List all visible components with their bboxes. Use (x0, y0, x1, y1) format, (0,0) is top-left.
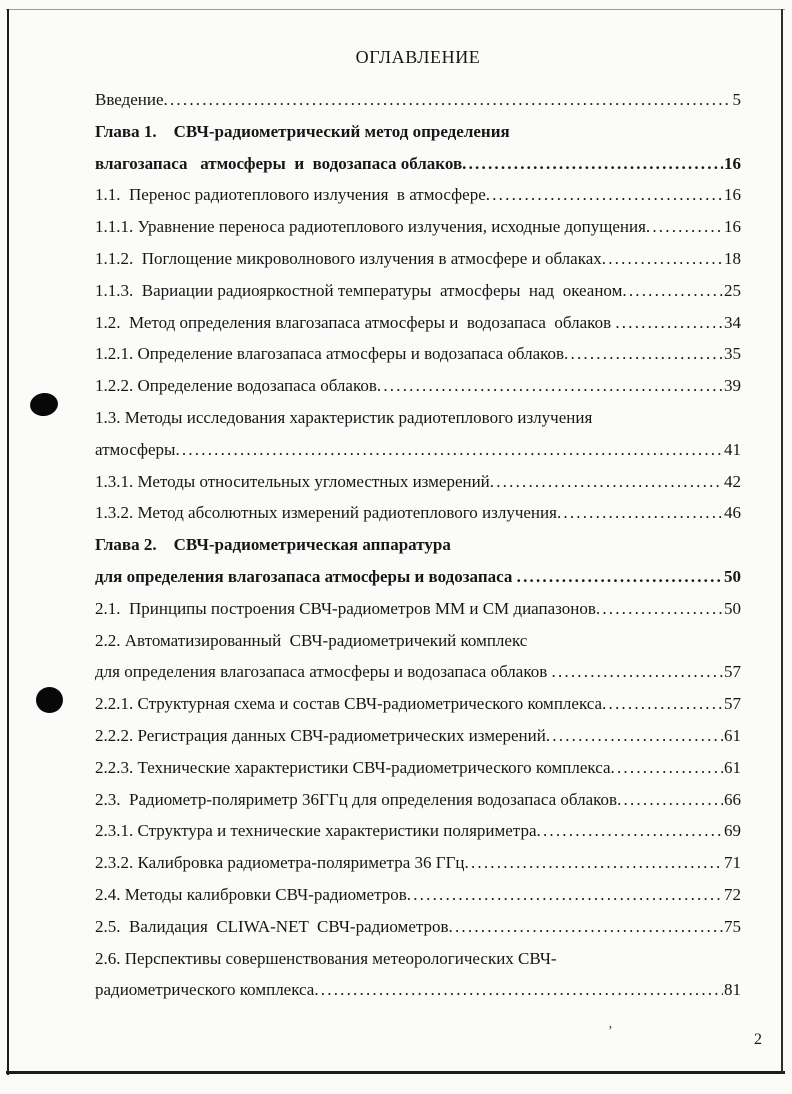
toc-entry-label: влагозапаса атмосферы и водозапаса облаков (95, 153, 463, 173)
dot-leader (602, 688, 723, 720)
toc-entry-label: 2.3.2. Калибровка радиометра-поляриметра 36 ГГц (95, 853, 465, 873)
scan-edge-bottom (6, 1071, 785, 1074)
toc-entry-page: 5 (732, 90, 741, 109)
toc-entry (95, 815, 741, 847)
toc-entry (95, 720, 741, 752)
toc-entry (95, 402, 741, 434)
toc-entry-label: 1.3.2. Метод абсолютных измерений радиотеплового излучения (95, 503, 557, 523)
toc-entry-page: 16 (724, 185, 741, 205)
toc-entry-page: 57 (724, 694, 741, 714)
toc-entry (95, 116, 741, 148)
toc-entry-page: 50 (724, 566, 741, 586)
toc-entry-page: 34 (724, 312, 741, 332)
toc-entry-page: 75 (724, 916, 741, 936)
page-number: 2 (754, 1031, 762, 1048)
toc-entry-page: 69 (724, 821, 741, 841)
dot-leader (377, 370, 723, 402)
toc-entry-page: 81 (724, 980, 741, 1000)
toc-entry-label: атмосферы (95, 439, 176, 459)
scan-edge-left (7, 9, 9, 1075)
toc-entry-label: 2.3. Радиометр-поляриметр 36ГГц для определения водозапаса облаков (95, 789, 618, 809)
toc-entry (95, 243, 741, 275)
toc-entry-label: 2.6. Перспективы совершенствования метеорологических СВЧ- (95, 948, 557, 968)
toc-entry-page: 46 (724, 503, 741, 523)
toc-entry-label: 1.2.2. Определение водозапаса облаков (95, 376, 377, 396)
toc-entry (95, 974, 741, 1006)
toc-entry (95, 561, 741, 593)
toc-entry-label: 1.1.1. Уравнение переноса радиотеплового излучения, исходные допущения (95, 217, 646, 237)
toc-entry-label: радиометрического комплекса (95, 980, 315, 1000)
toc-entry-label: 2.2.2. Регистрация данных СВЧ-радиометрических измерений (95, 725, 546, 745)
toc-entry (95, 943, 741, 975)
toc-entry-page: 61 (724, 725, 741, 745)
scan-stray-mark: ’ (608, 1024, 613, 1039)
toc-entry (95, 593, 741, 625)
dot-leader (465, 847, 724, 879)
toc-entry-label: 2.2. Автоматизированный СВЧ-радиометричекий комплекс (95, 630, 528, 650)
toc-entry (95, 784, 741, 816)
toc-entry (95, 625, 741, 657)
toc-entry (95, 307, 741, 339)
toc-entry-page: 18 (724, 248, 741, 268)
toc-entry-page: 39 (724, 376, 741, 396)
toc-entry-label: 1.2. Метод определения влагозапаса атмосферы и водозапаса облаков (95, 312, 616, 332)
dot-leader (407, 879, 723, 911)
toc-entry (95, 338, 741, 370)
toc-entry-label: 2.2.3. Технические характеристики СВЧ-радиометрического комплекса (95, 757, 611, 777)
toc-entry-label: Глава 2. СВЧ-радиометрическая аппаратура (95, 535, 451, 555)
dot-leader (175, 434, 723, 466)
toc-entry-page: 16 (724, 153, 741, 173)
dot-leader (602, 243, 723, 275)
toc-entry-page: 25 (724, 280, 741, 300)
toc-entry-page: 72 (724, 884, 741, 904)
dot-leader (617, 784, 723, 816)
toc-entry-page: 16 (724, 217, 741, 237)
dot-leader (557, 497, 723, 529)
toc-entry (95, 84, 741, 116)
dot-leader (517, 561, 723, 593)
dot-leader (314, 974, 723, 1006)
toc-entry (95, 466, 741, 498)
toc-entry-label: 1.2.1. Определение влагозапаса атмосферы и водозапаса облаков (95, 344, 565, 364)
toc-entry-label: для определения влагозапаса атмосферы и водозапаса (95, 566, 517, 586)
toc-entry (95, 275, 741, 307)
dot-leader (615, 307, 723, 339)
dot-leader (164, 84, 732, 116)
toc-entry-label: Введение (95, 90, 164, 109)
toc-entry-page: 71 (724, 853, 741, 873)
toc-entry-label: Глава 1. СВЧ-радиометрический метод определения (95, 121, 510, 141)
toc-entry-label: 2.2.1. Структурная схема и состав СВЧ-радиометрического комплекса (95, 694, 603, 714)
dot-leader (564, 338, 723, 370)
toc-entry-page: 57 (724, 662, 741, 682)
dot-leader (462, 148, 723, 180)
dot-leader (596, 593, 723, 625)
toc-entry-page: 50 (724, 598, 741, 618)
scan-artifact-dot (36, 687, 63, 713)
toc-list (95, 84, 741, 1006)
dot-leader (622, 275, 723, 307)
toc-entry (95, 879, 741, 911)
toc-entry-label: 2.4. Методы калибровки СВЧ-радиометров (95, 884, 407, 904)
toc-entry-label: 1.3.1. Методы относительных угломестных измерений (95, 471, 490, 491)
page-title: ОГЛАВЛЕНИЕ (355, 47, 481, 67)
scan-edge-top (6, 9, 785, 10)
toc-entry (95, 179, 741, 211)
dot-leader (537, 815, 724, 847)
toc-entry (95, 211, 741, 243)
dot-leader (611, 752, 723, 784)
scan-artifact-dot (29, 391, 60, 418)
toc-entry (95, 497, 741, 529)
toc-entry (95, 529, 741, 561)
toc-entry-page: 35 (724, 344, 741, 364)
toc-entry (95, 752, 741, 784)
toc-entry-page: 61 (724, 757, 741, 777)
dot-leader (490, 466, 723, 498)
toc-entry-label: 2.3.1. Структура и технические характеристики поляриметра (95, 821, 537, 841)
dot-leader (449, 911, 723, 943)
dot-leader (646, 211, 723, 243)
toc-entry (95, 370, 741, 402)
dot-leader (486, 179, 723, 211)
toc-entry-page: 66 (724, 789, 741, 809)
dot-leader (552, 656, 724, 688)
toc-entry (95, 656, 741, 688)
toc-entry-page: 42 (724, 471, 741, 491)
toc-entry-label: 1.3. Методы исследования характеристик радиотеплового излучения (95, 407, 593, 427)
toc-entry-label: 1.1. Перенос радиотеплового излучения в атмосфере (95, 185, 486, 205)
toc-entry-label: 1.1.3. Вариации радиояркостной температуры атмосферы над океаном (95, 280, 623, 300)
toc-entry-page: 41 (724, 439, 741, 459)
toc-entry (95, 148, 741, 180)
dot-leader (546, 720, 723, 752)
toc-entry-label: 1.1.2. Поглощение микроволнового излучения в атмосфере и облаках (95, 248, 602, 268)
toc-entry-label: 2.5. Валидация CLIWA-NET СВЧ-радиометров (95, 916, 449, 936)
toc-entry (95, 434, 741, 466)
toc-entry (95, 911, 741, 943)
scan-edge-right (781, 9, 783, 1073)
toc-entry (95, 847, 741, 879)
toc-entry-label: для определения влагозапаса атмосферы и водозапаса облаков (95, 662, 552, 682)
toc-entry-label: 2.1. Принципы построения СВЧ-радиометров ММ и СМ диапазонов (95, 598, 596, 618)
toc-entry (95, 688, 741, 720)
